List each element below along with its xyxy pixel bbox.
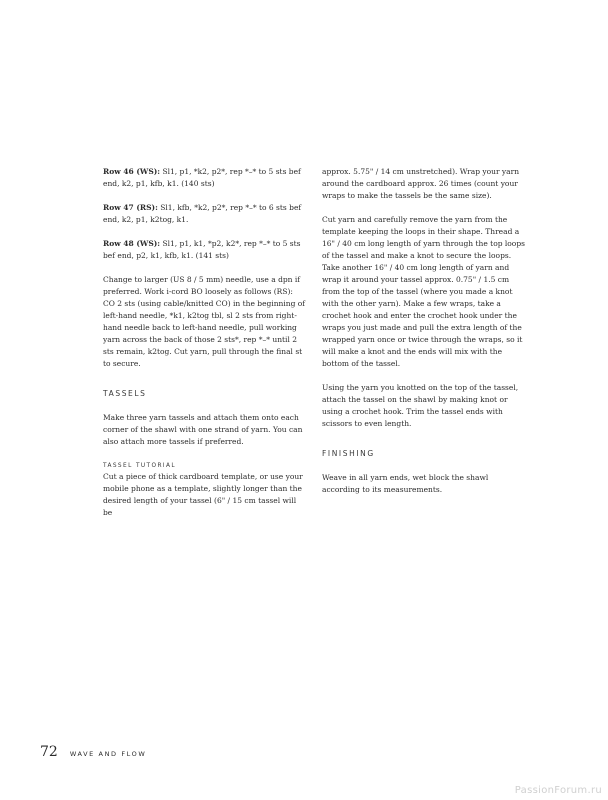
row-47-instruction bbox=[103, 202, 306, 226]
page-footer bbox=[40, 744, 146, 760]
row-text: Sl1, p1, *k2, p2*, rep *–* to 5 sts bef end, k2, p1, kfb, k1. (140 sts) bbox=[103, 167, 301, 188]
row-label: Row 48 (WS): bbox=[103, 239, 161, 248]
running-title: WAVE AND FLOW bbox=[69, 750, 147, 758]
bind-off-paragraph: Change to larger (US 8 / 5 mm) needle, use a dpn if preferred. Work i-cord BO loosely as follows (RS): CO 2 sts (using cable/knitted CO) in the beginning of left-hand needle, *k1, k2tog tbl, sl 2 sts from right-hand needle back to left-hand needle, pull working yarn across the back of those 2 sts*, rep *–* until 2 sts remain, k2tog. Cut yarn, pull through the final st to secure. bbox=[103, 275, 306, 368]
tutorial-continuation-paragraph: approx. 5.75" / 14 cm unstretched). Wrap your yarn around the cardboard approx. 26 times (count your wraps to make the tassels be the same size). bbox=[322, 167, 520, 200]
tassel-tutorial-paragraph: Cut a piece of thick cardboard template, or use your mobile phone as a template, slightly longer than the desired length of your tassel (6" / 15 cm tassel will be bbox=[103, 472, 303, 517]
finishing-heading: FINISHING bbox=[322, 449, 375, 458]
row-label: Row 47 (RS): bbox=[103, 203, 158, 212]
page-number: 72 bbox=[40, 744, 58, 760]
cut-yarn-paragraph: Cut yarn and carefully remove the yarn from the template keeping the loops in their shape. Thread a 16" / 40 cm long length of yarn through the top loops of the tassel and make a knot to secure the loops. Take another 16" / 40 cm long length of yarn and wrap it around your tassel approx. 0.75" / 1.5 cm from the top of the tassel (where you made a knot with the other yarn). Make a few wraps, take a crochet hook and enter the crochet hook under the wraps you just made and pull the extra length of the wrapped yarn once or twice through the wraps, so it will make a knot and the ends will mix with the bottom of the tassel. bbox=[322, 215, 525, 368]
right-column bbox=[322, 166, 527, 508]
tassel-tutorial-heading: TASSEL TUTORIAL bbox=[103, 463, 176, 469]
finishing-paragraph: Weave in all yarn ends, wet block the shawl according to its measurements. bbox=[322, 473, 489, 494]
watermark: PassionForum.ru bbox=[514, 785, 602, 796]
row-text: Sl1, p1, k1, *p2, k2*, rep *–* to 5 sts bef end, p2, k1, kfb, k1. (141 sts) bbox=[103, 239, 301, 260]
tassels-paragraph: Make three yarn tassels and attach them onto each corner of the shawl with one strand of yarn. You can also attach more tassels if preferred. bbox=[103, 413, 303, 446]
tassels-heading: TASSELS bbox=[103, 389, 147, 398]
row-text: Sl1, kfb, *k2, p2*, rep *–* to 6 sts bef end, k2, p1, k2tog, k1. bbox=[103, 203, 302, 224]
row-label: Row 46 (WS): bbox=[103, 167, 161, 176]
left-column bbox=[103, 166, 306, 531]
row-instructions bbox=[103, 166, 306, 262]
attach-tassel-paragraph: Using the yarn you knotted on the top of the tassel, attach the tassel on the shawl by making knot or using a crochet hook. Trim the tassel ends with scissors to even length. bbox=[322, 383, 519, 428]
row-46-instruction bbox=[103, 166, 306, 190]
row-48-instruction bbox=[103, 238, 306, 262]
